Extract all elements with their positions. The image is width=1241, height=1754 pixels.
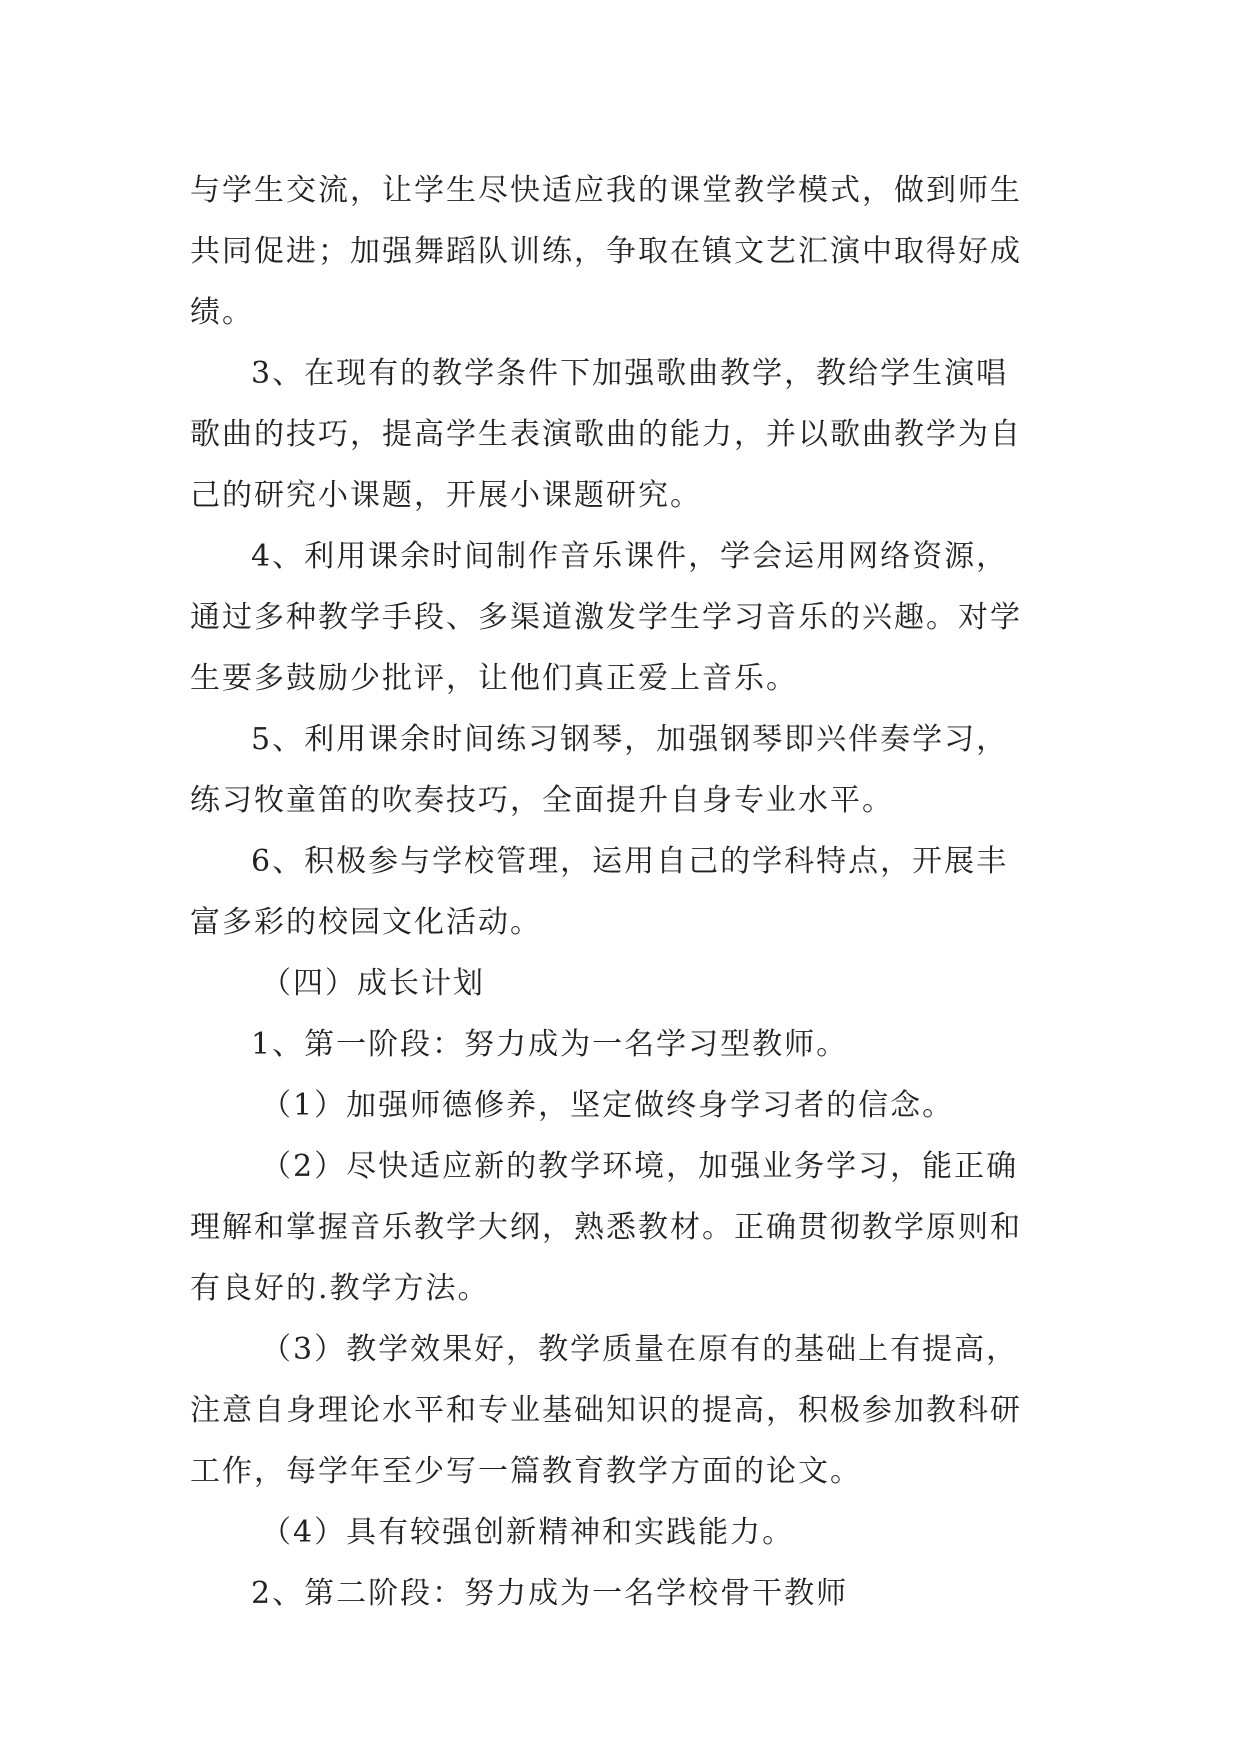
text-line: （3）教学效果好，教学质量在原有的基础上有提高，: [261, 1332, 1019, 1367]
paragraph-sub-4: [190, 1502, 1070, 1563]
paragraph-sub-2: [190, 1136, 1070, 1319]
text-line: 1、第一阶段：努力成为一名学习型教师。: [251, 1027, 849, 1062]
text-line: 5、利用课余时间练习钢琴，加强钢琴即兴伴奏学习，: [251, 722, 1009, 757]
text-line: 富多彩的校园文化活动。: [190, 905, 542, 940]
text-line: 与学生交流，让学生尽快适应我的课堂教学模式，做到师生: [190, 173, 1022, 208]
text-line: 生要多鼓励少批评，让他们真正爱上音乐。: [190, 661, 798, 696]
paragraph-continuation: [190, 160, 1070, 343]
text-line: 己的研究小课题，开展小课题研究。: [190, 478, 702, 513]
text-line: 3、在现有的教学条件下加强歌曲教学，教给学生演唱: [251, 356, 1009, 391]
paragraph-stage-2: [190, 1563, 1070, 1624]
section-heading-growth-plan: [190, 953, 1070, 1014]
text-line: （1）加强师德修养，坚定做终身学习者的信念。: [261, 1088, 955, 1123]
text-line: 2、第二阶段：努力成为一名学校骨干教师: [251, 1576, 849, 1611]
text-line: 4、利用课余时间制作音乐课件，学会运用网络资源，: [251, 539, 1009, 574]
text-line: 注意自身理论水平和专业基础知识的提高，积极参加教科研: [190, 1393, 1022, 1428]
text-line: 练习牧童笛的吹奏技巧，全面提升自身专业水平。: [190, 783, 894, 818]
text-line: （4）具有较强创新精神和实践能力。: [261, 1515, 795, 1550]
heading-text: （四）成长计划: [261, 966, 485, 1001]
paragraph-sub-1: [190, 1075, 1070, 1136]
paragraph-item-3: [190, 343, 1070, 526]
text-line: 歌曲的技巧，提高学生表演歌曲的能力，并以歌曲教学为自: [190, 417, 1022, 452]
text-line: 6、积极参与学校管理，运用自己的学科特点，开展丰: [251, 844, 1009, 879]
document-page: [190, 160, 1070, 1624]
paragraph-stage-1: [190, 1014, 1070, 1075]
text-line: 有良好的.教学方法。: [190, 1271, 490, 1306]
text-line: 工作，每学年至少写一篇教育教学方面的论文。: [190, 1454, 862, 1489]
paragraph-item-4: [190, 526, 1070, 709]
text-line: 绩。: [190, 295, 254, 330]
text-line: 共同促进；加强舞蹈队训练，争取在镇文艺汇演中取得好成: [190, 234, 1022, 269]
text-line: 通过多种教学手段、多渠道激发学生学习音乐的兴趣。对学: [190, 600, 1022, 635]
paragraph-item-6: [190, 831, 1070, 953]
text-line: （2）尽快适应新的教学环境，加强业务学习，能正确: [261, 1149, 1019, 1184]
paragraph-sub-3: [190, 1319, 1070, 1502]
text-line: 理解和掌握音乐教学大纲，熟悉教材。正确贯彻教学原则和: [190, 1210, 1022, 1245]
paragraph-item-5: [190, 709, 1070, 831]
